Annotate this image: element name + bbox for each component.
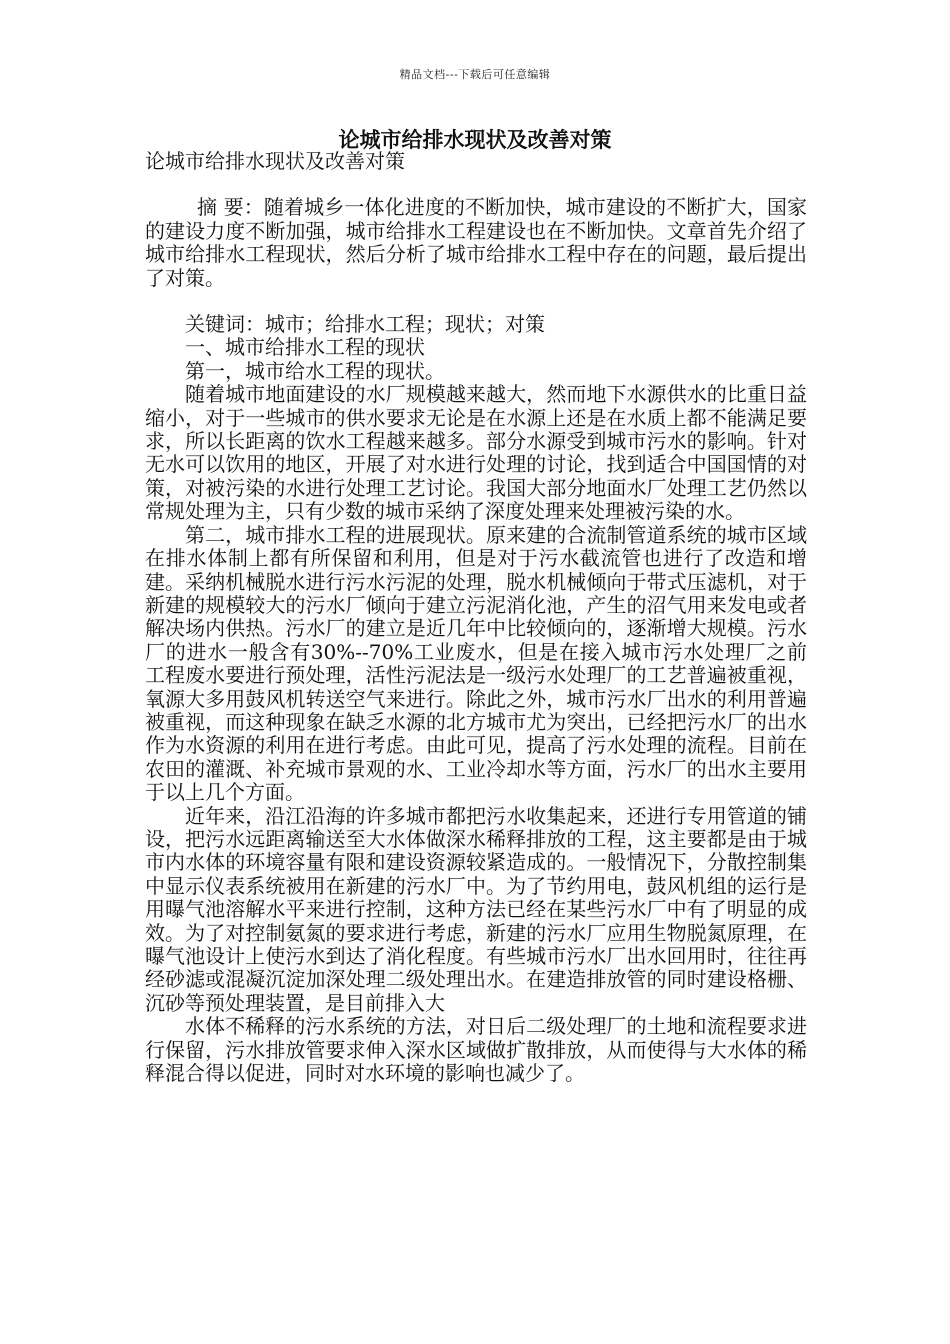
document-body xyxy=(145,150,807,1085)
keywords-line: 关键词：城市；给排水工程；现状；对策 xyxy=(185,312,545,337)
spacer xyxy=(145,173,807,196)
section-heading: 一、城市给排水工程的现状 xyxy=(185,335,425,360)
spacer xyxy=(145,290,807,313)
body-paragraph: 随着城市地面建设的水厂规模越来越大，然而地下水源供水的比重日益缩小，对于一些城市的供水要求无论是在水源上还是在水质上都不能满足要求，所以长距离的饮水工程越来越多。部分水源受到城市污水的影响。针对无水可以饮用的地区，开展了对水进行处理的讨论，找到适合中国国情的对策，对被污染的水进行处理工艺讨论。我国大部分地面水厂处理工艺仍然以常规处理为主，只有少数的城市采纳了深度处理来处理被污染的水。 xyxy=(145,382,807,524)
document-subtitle: 论城市给排水现状及改善对策 xyxy=(145,149,405,173)
subsection-heading: 第一，城市给水工程的现状。 xyxy=(185,358,445,383)
body-paragraph: 近年来，沿江沿海的许多城市都把污水收集起来，还进行专用管道的铺设，把污水远距离输送至大水体做深水稀释排放的工程，这主要都是由于城市内水体的环境容量有限和建设资源较紧造成的。一般情况下，分散控制集中显示仪表系统被用在新建的污水厂中。为了节约用电，鼓风机组的运行是用曝气池溶解水平来进行控制，这种方法已经在某些污水厂中有了明显的成效。为了对控制氨氮的要求进行考虑，新建的污水厂应用生物脱氮原理，在曝气池设计上使污水到达了消化程度。有些城市污水厂出水回用时，往往再经砂滤或混凝沉淀加深处理二级处理出水。在建造排放管的同时建设格栅、沉砂等预处理装置，是目前排入大 xyxy=(145,803,807,1015)
body-paragraph: 第二，城市排水工程的进展现状。原来建的合流制管道系统的城市区域在排水体制上都有所保留和利用，但是对于污水截流管也进行了改造和增建。采纳机械脱水进行污水污泥的处理，脱水机械倾向于带式压滤机，对于新建的规模较大的污水厂倾向于建立污泥消化池，产生的沼气用来发电或者解决场内供热。污水厂的建立是近几年中比较倾向的，逐渐增大规模。污水厂的进水一般含有30%--70%工业废水，但是在接入城市污水处理厂之前工程废水要进行预处理，活性污泥法是一级污水处理厂的工艺普遍被重视，氧源大多用鼓风机转送空气来进行。除此之外，城市污水厂出水的利用普遍被重视，而这种现象在缺乏水源的北方城市尤为突出，已经把污水厂的出水作为水资源的利用在进行考虑。由此可见，提高了污水处理的流程。目前在农田的灌溉、补充城市景观的水、工业冷却水等方面，污水厂的出水主要用于以上几个方面。 xyxy=(145,522,807,805)
body-paragraph: 水体不稀释的污水系统的方法，对日后二级处理厂的土地和流程要求进行保留，污水排放管要求伸入深水区域做扩散排放，从而使得与大水体的稀释混合得以促进，同时对水环境的影响也减少了。 xyxy=(145,1014,807,1086)
document-title: 论城市给排水现状及改善对策 xyxy=(338,127,612,152)
header-note: 精品文档---下载后可任意编辑 xyxy=(399,68,551,81)
abstract-paragraph: 摘 要：随着城乡一体化进度的不断加快，城市建设的不断扩大，国家的建设力度不断加强，城市给排水工程建设也在不断加快。文章首先介绍了城市给排水工程现状，然后分析了城市给排水工程中存在的问题，最后提出了对策。 xyxy=(145,195,807,290)
